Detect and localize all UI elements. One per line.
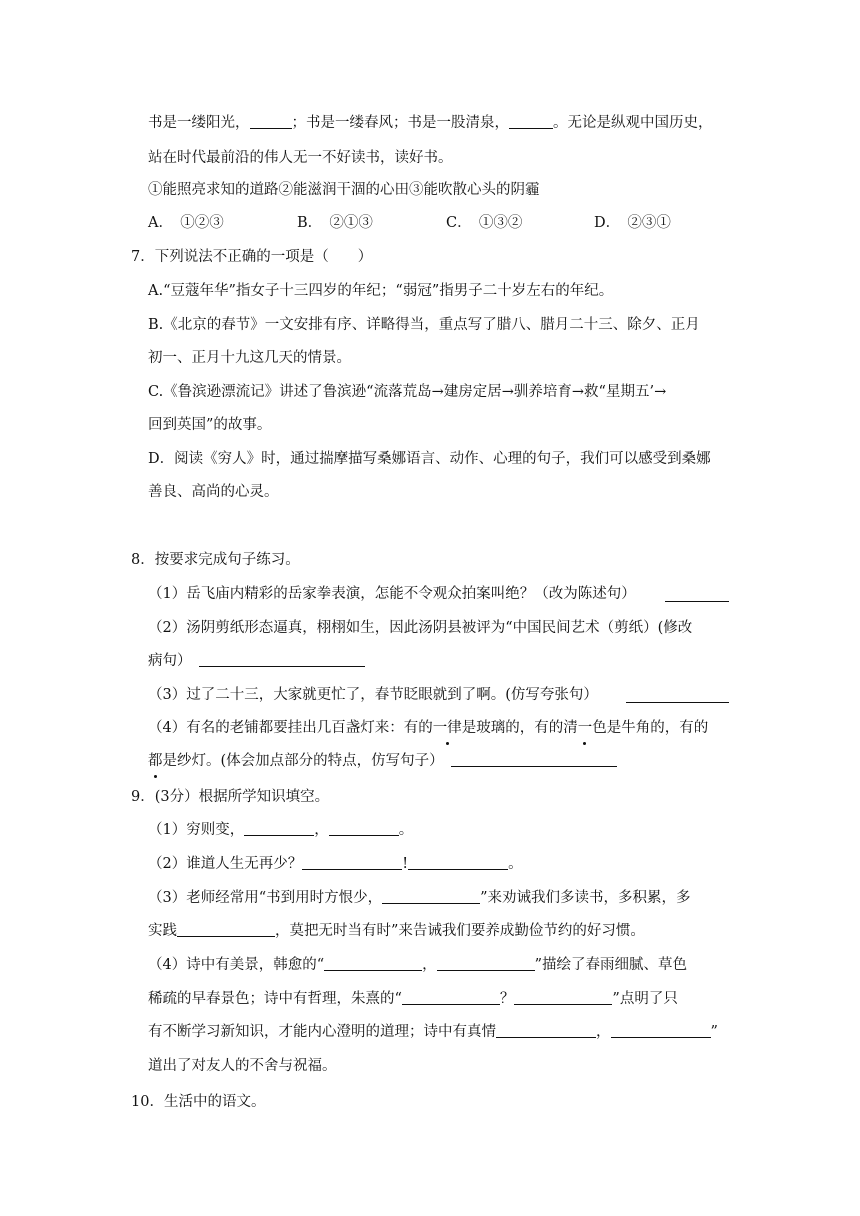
answer-blank[interactable]	[626, 687, 729, 703]
q7-stem: 7．下列说法不正确的一项是（ ）	[131, 249, 373, 265]
option-a[interactable]: A． ①②③	[148, 215, 224, 231]
q8-item-4-cont: 都是纱灯。(体会加点部分的特点，仿写句子）	[148, 751, 617, 771]
q6-text: ；书是一缕春风；书是一股清泉，	[291, 115, 509, 131]
q9-item-1: （1）穷则变， ， 。	[148, 822, 414, 838]
emphasis-dotted: 都	[148, 753, 163, 769]
answer-blank[interactable]	[324, 955, 422, 971]
q7-option-c[interactable]: C.《鲁滨逊漂流记》讲述了鲁滨逊“流落荒岛→建房定居→驯养培育→救“星期五’→	[148, 384, 667, 400]
q6-line1	[148, 113, 713, 133]
q8-item-4: （4）有名的老铺都要挂出几百盏灯来：有的一律是玻璃的，有的清一色是牛角的，有的	[148, 720, 709, 736]
answer-blank[interactable]	[402, 989, 500, 1005]
answer-blank[interactable]	[509, 113, 553, 129]
q7-option-c-cont: 回到英国”的故事。	[148, 417, 272, 433]
q9-item-3-cont: 实践 ，莫把无时当有时”来告诫我们要养成勤俭节约的好习惯。	[148, 923, 645, 939]
q9-item-4-cont2: 有不断学习新知识，才能内心澄明的道理；诗中有真情 ， ”	[148, 1024, 718, 1040]
q8-item-2: （2）汤阴剪纸形态逼真，栩栩如生，因此汤阴县被评为“中国民间艺术（剪纸）(修改	[148, 620, 693, 636]
q9-item-4: （4）诗中有美景，韩愈的“ ， ”描绘了春雨细腻、草色	[148, 957, 688, 973]
q6-line2: 站在时代最前沿的伟人无一不好读书，读好书。	[148, 150, 453, 166]
answer-blank[interactable]	[244, 820, 314, 836]
q7-option-a[interactable]: A.“豆蔻年华”指女子十三四岁的年纪；“弱冠”指男子二十岁左右的年纪。	[148, 283, 614, 299]
emphasis-dotted: 一律	[432, 720, 462, 736]
answer-blank[interactable]	[199, 651, 365, 667]
q9-stem: 9．(3分）根据所学知识填空。	[131, 789, 330, 805]
q8-item-3: （3）过了二十三，大家就更忙了，春节眨眼就到了啊。(仿写夸张句）	[148, 687, 598, 703]
q9-item-2: （2）谁道人生无再少？ ! 。	[148, 856, 523, 872]
answer-blank[interactable]	[329, 820, 399, 836]
answer-blank[interactable]	[408, 854, 508, 870]
q7-option-b-cont: 初一、正月十九这几天的情景。	[148, 350, 351, 366]
q7-option-b[interactable]: B.《北京的春节》一文安排有序、详略得当，重点写了腊八、腊月二十三、除夕、正月	[148, 317, 700, 333]
answer-blank[interactable]	[665, 586, 729, 602]
answer-blank[interactable]	[382, 888, 480, 904]
q6-text: 。无论是纵观中国历史，	[553, 115, 713, 131]
q9-item-4-cont1: 稀疏的早春景色；诗中有哲理，朱熹的“ ？ ”点明了只	[148, 991, 678, 1007]
q7-option-d-cont: 善良、高尚的心灵。	[148, 484, 279, 500]
q8-item-2-cont: 病句）	[148, 651, 365, 671]
q6-text: 书是一缕阳光，	[148, 115, 250, 131]
answer-blank[interactable]	[302, 854, 402, 870]
q7-option-d[interactable]: D．阅读《穷人》时，通过揣摩描写桑娜语言、动作、心理的句子，我们可以感受到桑娜	[148, 451, 711, 467]
answer-blank[interactable]	[611, 1022, 711, 1038]
option-d[interactable]: D． ②③①	[594, 215, 671, 231]
q9-item-3: （3）老师经常用“书到用时方恨少， ”来劝诫我们多读书，多积累，多	[148, 890, 691, 906]
option-c[interactable]: C． ①③②	[446, 215, 523, 231]
answer-blank[interactable]	[451, 751, 617, 767]
answer-blank[interactable]	[496, 1022, 596, 1038]
q6-line3: ①能照亮求知的道路②能滋润干涸的心田③能吹散心头的阴霾	[148, 182, 540, 198]
answer-blank[interactable]	[514, 989, 612, 1005]
q8-stem: 8．按要求完成句子练习。	[131, 552, 300, 568]
option-b[interactable]: B． ②①③	[297, 215, 373, 231]
q10-stem: 10．生活中的语文。	[131, 1094, 266, 1110]
answer-blank[interactable]	[177, 921, 275, 937]
answer-blank[interactable]	[250, 113, 292, 129]
emphasis-dotted: 清一色	[563, 720, 607, 736]
answer-blank[interactable]	[437, 955, 535, 971]
q8-item-1: （1）岳飞庙内精彩的岳家拳表演，怎能不令观众拍案叫绝？（改为陈述句）	[148, 586, 636, 602]
q9-item-4-cont3: 道出了对友人的不舍与祝福。	[148, 1058, 337, 1074]
